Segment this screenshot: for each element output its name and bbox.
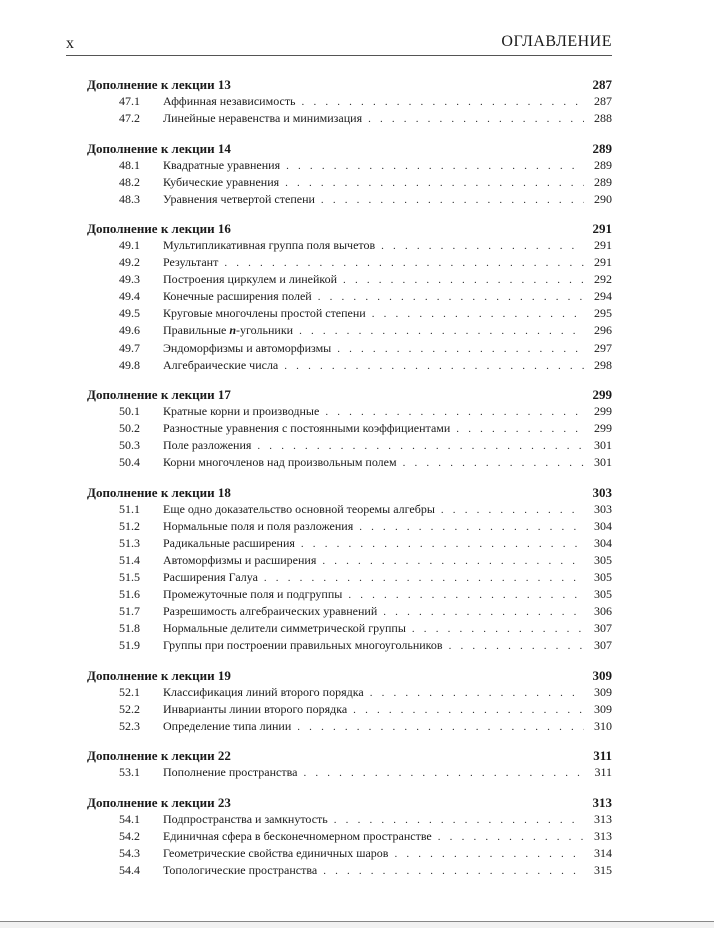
section-page: 289	[592, 140, 612, 156]
entry-title: Расширения Галуа	[163, 569, 258, 584]
entry-page: 292	[594, 272, 612, 287]
toc-entry[interactable]	[87, 340, 612, 357]
entry-number: 54.3	[119, 846, 140, 860]
dot-leader	[403, 455, 584, 472]
entry-page: 307	[594, 621, 612, 636]
dot-leader	[299, 323, 584, 340]
dot-leader	[257, 438, 584, 455]
entry-page: 313	[594, 811, 612, 826]
entry-number: 52.2	[119, 701, 140, 716]
entry-page: 309	[594, 701, 612, 716]
entry-page: 290	[594, 191, 612, 206]
entry-number: 51.8	[119, 621, 140, 636]
toc-entry[interactable]	[87, 862, 612, 879]
dot-leader	[323, 863, 584, 880]
entry-title: Построения циркулем и линейкой	[163, 272, 338, 287]
entry-number: 49.7	[119, 340, 140, 355]
entry-title: Еще одно доказательство основной теоремы алгебры	[163, 501, 435, 516]
entry-number: 50.1	[119, 404, 140, 419]
entry-number: 51.1	[119, 501, 140, 516]
toc-entry[interactable]	[87, 518, 612, 535]
entry-number: 54.1	[119, 811, 140, 826]
entry-title: Топологические пространства	[163, 863, 318, 878]
entry-title: Разностные уравнения с постоянными коэффициентами	[163, 421, 451, 436]
section-title: Дополнение к лекции 18	[87, 484, 231, 500]
toc-section	[87, 794, 612, 879]
dot-leader	[372, 306, 584, 323]
entry-page: 294	[594, 289, 612, 304]
entry-number: 49.1	[119, 238, 140, 253]
entry-number: 48.1	[119, 157, 140, 172]
entry-title: Подпространства и замкнутость	[163, 811, 328, 826]
entry-page: 291	[594, 238, 612, 253]
entry-number: 49.4	[119, 289, 140, 304]
section-page: 291	[592, 221, 612, 237]
entry-title: Корни многочленов над произвольным полем	[163, 455, 397, 470]
toc-section	[87, 220, 612, 373]
entry-title-prefix: Правильные	[163, 323, 230, 338]
toc-entry[interactable]	[87, 569, 612, 586]
entry-title: Уравнения четвертой степени	[163, 191, 315, 206]
entry-number: 48.3	[119, 191, 140, 206]
entry-page: 296	[594, 323, 612, 338]
toc-entry[interactable]	[87, 718, 612, 735]
section-title: Дополнение к лекции 17	[87, 387, 231, 403]
entry-page: 287	[594, 94, 612, 108]
entry-page: 305	[594, 569, 612, 584]
entry-page: 304	[594, 518, 612, 533]
toc-entry[interactable]	[87, 535, 612, 552]
entry-number: 49.6	[119, 323, 140, 338]
dot-leader	[325, 404, 584, 421]
toc-entry[interactable]	[87, 437, 612, 454]
toc-entry[interactable]	[87, 157, 612, 174]
dot-leader	[286, 158, 584, 175]
toc-entry[interactable]	[87, 110, 612, 127]
entry-title: Автоморфизмы и расширения	[163, 552, 317, 567]
entry-title: Кубические уравнения	[163, 174, 280, 189]
section-page: 309	[592, 667, 612, 683]
entry-title: Линейные неравенства и минимизация	[163, 111, 363, 126]
entry-number: 53.1	[119, 765, 140, 780]
entry-page: 301	[594, 455, 612, 470]
entry-page: 288	[594, 111, 612, 126]
entry-title: Поле разложения	[163, 438, 252, 453]
section-heading[interactable]	[87, 386, 612, 403]
entry-title: Нормальные делители симметрической группы	[163, 621, 406, 636]
dot-leader	[264, 570, 584, 587]
toc-entry[interactable]	[87, 764, 612, 781]
entry-number: 51.9	[119, 638, 140, 653]
entry-number: 52.1	[119, 684, 140, 699]
entry-title: Кратные корни и производные	[163, 404, 320, 419]
toc-entry[interactable]	[87, 254, 612, 271]
entry-title: Алгебраические числа	[163, 357, 279, 372]
section-title: Дополнение к лекции 23	[87, 794, 231, 810]
entry-page: 297	[594, 340, 612, 355]
entry-number: 50.2	[119, 421, 140, 436]
entry-page: 289	[594, 157, 612, 172]
entry-number: 49.8	[119, 357, 140, 372]
toc-entry[interactable]	[87, 174, 612, 191]
dot-leader	[337, 341, 584, 358]
section-page: 299	[592, 387, 612, 403]
entry-title: Радикальные расширения	[163, 535, 295, 550]
section-heading[interactable]	[87, 76, 612, 93]
entry-page: 291	[594, 255, 612, 270]
toc-section	[87, 747, 612, 781]
entry-title	[163, 322, 293, 339]
entry-number: 51.3	[119, 535, 140, 550]
dot-leader	[370, 685, 584, 702]
section-title: Дополнение к лекции 13	[87, 77, 231, 92]
entry-number: 51.6	[119, 587, 140, 602]
dot-leader	[284, 358, 584, 375]
toc-entry[interactable]	[87, 420, 612, 437]
entry-page: 299	[594, 404, 612, 419]
toc-entry[interactable]	[87, 637, 612, 654]
entry-title: Круговые многочлены простой степени	[163, 306, 366, 321]
entry-title-math: n	[229, 323, 237, 338]
entry-page: 313	[594, 828, 612, 843]
toc-entry[interactable]	[87, 237, 612, 254]
entry-number: 48.2	[119, 174, 140, 189]
dot-leader	[322, 553, 584, 570]
section-title: Дополнение к лекции 22	[87, 748, 231, 764]
entry-page: 295	[594, 306, 612, 321]
toc-entry[interactable]	[87, 684, 612, 701]
running-title: ОГЛАВЛЕНИЕ	[501, 33, 612, 50]
dot-leader	[412, 621, 584, 638]
dot-leader	[353, 702, 584, 719]
toc-entry[interactable]	[87, 403, 612, 420]
entry-title: Мультипликативная группа поля вычетов	[163, 238, 376, 253]
entry-title: Квадратные уравнения	[163, 157, 281, 172]
toc-section	[87, 76, 612, 127]
entry-page: 298	[594, 357, 612, 372]
table-of-contents	[87, 76, 612, 892]
entry-number: 50.4	[119, 455, 140, 470]
toc-entry[interactable]	[87, 93, 612, 110]
entry-title: Нормальные поля и поля разложения	[163, 518, 354, 533]
entry-number: 50.3	[119, 438, 140, 453]
dot-leader	[381, 238, 584, 255]
toc-section	[87, 386, 612, 471]
toc-entry[interactable]	[87, 357, 612, 374]
dot-leader	[334, 812, 584, 829]
entry-number: 51.5	[119, 569, 140, 584]
toc-entry[interactable]	[87, 552, 612, 569]
toc-entry[interactable]	[87, 454, 612, 471]
section-heading[interactable]	[87, 140, 612, 157]
dot-leader	[343, 272, 584, 289]
dot-leader	[449, 638, 584, 655]
entry-title: Единичная сфера в бесконечномерном пространстве	[163, 828, 432, 843]
entry-page: 306	[594, 604, 612, 619]
entry-title: Геометрические свойства единичных шаров	[163, 846, 389, 860]
dot-leader	[303, 765, 584, 782]
entry-number: 49.5	[119, 306, 140, 321]
dot-leader	[359, 519, 584, 536]
entry-number: 54.4	[119, 863, 140, 878]
entry-page: 315	[594, 863, 612, 878]
section-page: 311	[593, 748, 612, 764]
entry-title: Конечные расширения полей	[163, 289, 312, 304]
entry-number: 54.2	[119, 828, 140, 843]
entry-title: Промежуточные поля и подгруппы	[163, 587, 343, 602]
entry-page: 314	[594, 846, 612, 860]
section-heading[interactable]	[87, 747, 612, 764]
toc-entry[interactable]	[87, 845, 612, 862]
dot-leader	[321, 192, 584, 209]
toc-entry[interactable]	[87, 701, 612, 718]
dot-leader	[285, 175, 584, 192]
entry-page: 301	[594, 438, 612, 453]
section-heading[interactable]	[87, 484, 612, 501]
section-page: 287	[592, 77, 612, 92]
toc-entry[interactable]	[87, 322, 612, 339]
entry-number: 49.3	[119, 272, 140, 287]
section-heading[interactable]	[87, 794, 612, 811]
section-title: Дополнение к лекции 19	[87, 667, 231, 683]
section-title: Дополнение к лекции 14	[87, 140, 231, 156]
entry-title: Результант	[163, 255, 219, 270]
toc-entry[interactable]	[87, 620, 612, 637]
page-number: x	[66, 35, 74, 52]
dot-leader	[318, 289, 584, 306]
entry-page: 304	[594, 535, 612, 550]
toc-section	[87, 484, 612, 654]
entry-title: Эндоморфизмы и автоморфизмы	[163, 340, 332, 355]
toc-entry[interactable]	[87, 828, 612, 845]
entry-number: 47.1	[119, 94, 140, 108]
dot-leader	[438, 829, 584, 846]
entry-number: 51.2	[119, 518, 140, 533]
entry-number: 51.4	[119, 552, 140, 567]
entry-page: 309	[594, 684, 612, 699]
entry-page: 310	[594, 718, 612, 733]
toc-entry[interactable]	[87, 586, 612, 603]
toc-entry[interactable]	[87, 811, 612, 828]
entry-page: 305	[594, 552, 612, 567]
entry-title: Группы при построении правильных многоугольников	[163, 638, 443, 653]
toc-section	[87, 140, 612, 208]
toc-entry[interactable]	[87, 271, 612, 288]
page-header	[66, 33, 612, 56]
dot-leader	[456, 421, 584, 438]
toc-entry[interactable]	[87, 501, 612, 518]
dot-leader	[224, 255, 584, 272]
toc-entry[interactable]	[87, 305, 612, 322]
entry-title: Определение типа линии	[163, 718, 292, 733]
dot-leader	[383, 604, 584, 621]
entry-page: 299	[594, 421, 612, 436]
entry-page: 307	[594, 638, 612, 653]
entry-page: 305	[594, 587, 612, 602]
dot-leader	[368, 111, 584, 128]
entry-title: Инварианты линии второго порядка	[163, 701, 348, 716]
entry-number: 47.2	[119, 111, 140, 126]
entry-page: 289	[594, 174, 612, 189]
entry-title-suffix: -угольники	[236, 323, 294, 338]
entry-title: Классификация линий второго порядка	[163, 684, 364, 699]
toc-entry[interactable]	[87, 191, 612, 208]
entry-number: 49.2	[119, 255, 140, 270]
dot-leader	[441, 502, 584, 519]
entry-page: 303	[594, 501, 612, 516]
entry-title: Аффинная независимость	[163, 94, 296, 108]
entry-number: 52.3	[119, 718, 140, 733]
entry-title: Разрешимость алгебраических уравнений	[163, 604, 378, 619]
section-page: 313	[592, 794, 612, 810]
dot-leader	[301, 536, 584, 553]
toc-entry[interactable]	[87, 603, 612, 620]
section-heading[interactable]	[87, 667, 612, 684]
entry-page: 311	[594, 765, 612, 780]
dot-leader	[348, 587, 584, 604]
dot-leader	[394, 846, 584, 863]
toc-entry[interactable]	[87, 288, 612, 305]
toc-section	[87, 667, 612, 735]
dot-leader	[302, 94, 584, 111]
section-title: Дополнение к лекции 16	[87, 221, 231, 237]
entry-title: Пополнение пространства	[163, 765, 298, 780]
section-page: 303	[592, 484, 612, 500]
entry-number: 51.7	[119, 604, 140, 619]
section-heading[interactable]	[87, 220, 612, 237]
dot-leader	[297, 719, 584, 736]
